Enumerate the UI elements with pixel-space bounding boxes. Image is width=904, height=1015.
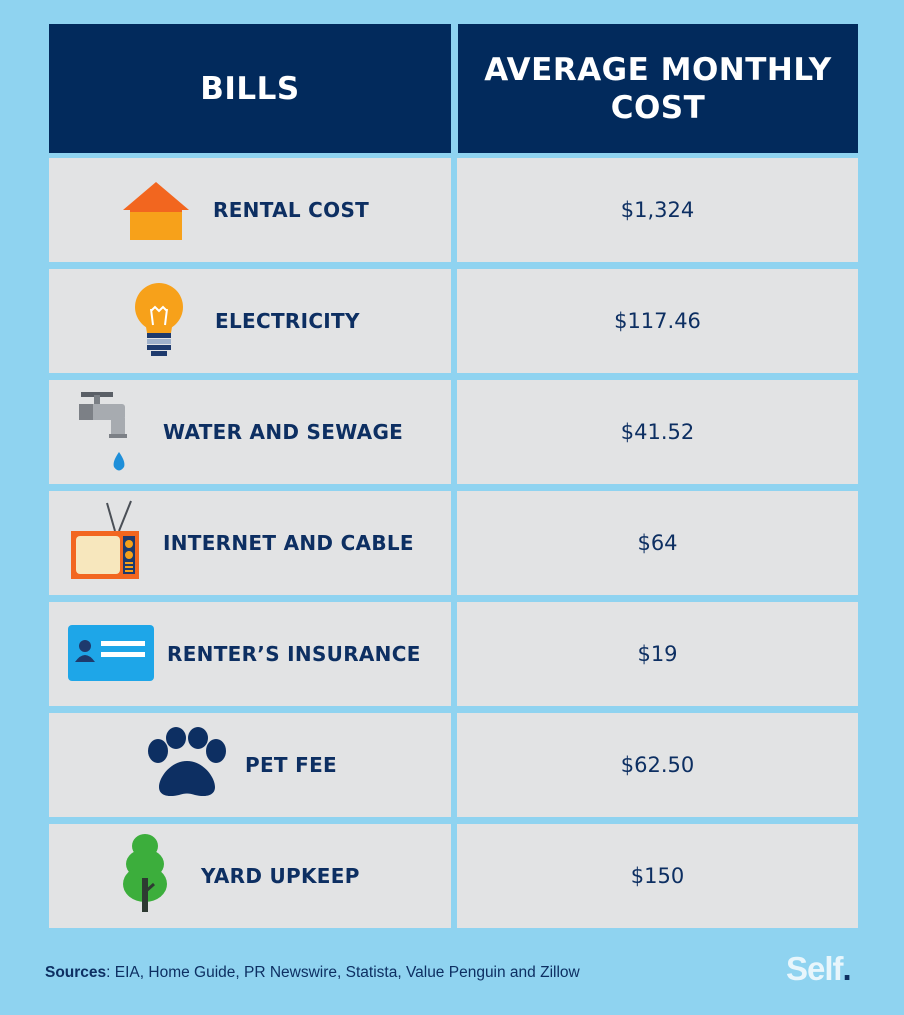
logo-dot: . bbox=[842, 950, 851, 987]
cost-cell bbox=[457, 602, 858, 706]
bills-header-label: BILLS bbox=[200, 70, 300, 107]
bill-cell bbox=[49, 602, 451, 706]
cost-value: $64 bbox=[637, 531, 678, 555]
cost-cell bbox=[457, 380, 858, 484]
cost-header-line2: COST bbox=[610, 89, 706, 126]
id-card-icon bbox=[67, 624, 155, 684]
cost-value: $41.52 bbox=[620, 420, 695, 444]
paw-icon bbox=[145, 727, 229, 799]
bill-label: RENTAL COST bbox=[213, 198, 370, 222]
bill-cell bbox=[49, 158, 451, 262]
bill-cell bbox=[49, 491, 451, 595]
bill-label: ELECTRICITY bbox=[215, 309, 360, 333]
bill-cell bbox=[49, 269, 451, 373]
cost-cell bbox=[457, 824, 858, 928]
logo-text: Self bbox=[786, 950, 843, 987]
cost-value: $62.50 bbox=[620, 753, 695, 777]
cost-value: $19 bbox=[637, 642, 678, 666]
bill-label: YARD UPKEEP bbox=[201, 864, 360, 888]
bills-header bbox=[49, 24, 451, 153]
cost-cell bbox=[457, 269, 858, 373]
bill-cell bbox=[49, 824, 451, 928]
bill-cell bbox=[49, 380, 451, 484]
bill-label: RENTER’S INSURANCE bbox=[167, 642, 421, 666]
sources-label: Sources bbox=[45, 964, 107, 981]
tree-icon bbox=[121, 832, 169, 914]
cost-header bbox=[458, 24, 858, 153]
tv-icon bbox=[69, 499, 143, 583]
faucet-icon bbox=[77, 390, 133, 474]
bill-label: INTERNET AND CABLE bbox=[163, 531, 414, 555]
sources-text: : EIA, Home Guide, PR Newswire, Statista, Value Penguin and Zillow bbox=[106, 964, 580, 981]
house-icon bbox=[121, 180, 191, 242]
bill-label: PET FEE bbox=[245, 753, 338, 777]
cost-cell bbox=[457, 491, 858, 595]
lightbulb-icon bbox=[131, 281, 187, 361]
bill-cell bbox=[49, 713, 451, 817]
cost-header-line1: AVERAGE MONTHLY bbox=[484, 51, 832, 88]
cost-value: $117.46 bbox=[614, 309, 701, 333]
cost-value: $1,324 bbox=[620, 198, 695, 222]
sources-footnote bbox=[45, 964, 580, 982]
cost-value: $150 bbox=[630, 864, 685, 888]
cost-cell bbox=[457, 158, 858, 262]
bill-label: WATER AND SEWAGE bbox=[163, 420, 404, 444]
cost-cell bbox=[457, 713, 858, 817]
self-logo bbox=[786, 950, 851, 988]
